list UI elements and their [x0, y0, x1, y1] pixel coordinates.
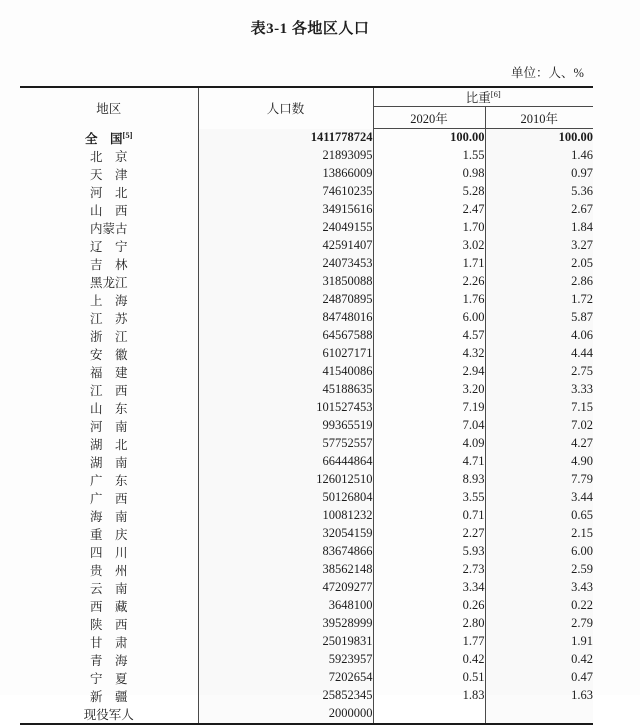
- share-2010-cell: [485, 705, 593, 724]
- region-cell: 山 东: [20, 399, 198, 417]
- region-cell: 新 疆: [20, 687, 198, 705]
- share-2010-cell: 3.43: [571, 580, 593, 594]
- share-2010-cell: 7.79: [571, 472, 593, 486]
- population-cell: 7202654: [198, 669, 373, 687]
- share-2010-cell: 3.44: [571, 490, 593, 504]
- share-2010-cell: 2.79: [571, 616, 593, 630]
- share-2020-cell: 6.00: [373, 309, 485, 327]
- population-cell: 24073453: [198, 255, 373, 273]
- region-cell: 吉 林: [20, 255, 198, 273]
- population-cell: 24870895: [198, 291, 373, 309]
- region-cell: 宁 夏: [20, 669, 198, 687]
- share-2020-cell: 100.00: [373, 129, 485, 147]
- share-2010-cell: 4.06: [571, 328, 593, 342]
- table-row: [20, 507, 593, 525]
- population-cell: 61027171: [198, 345, 373, 363]
- region-cell: 上 海: [20, 291, 198, 309]
- region-cell: 全 国[5]: [20, 129, 198, 147]
- region-cell: 天 津: [20, 165, 198, 183]
- population-cell: 126012510: [198, 471, 373, 489]
- population-cell: 10081232: [198, 507, 373, 525]
- region-cell: 现役军人: [20, 705, 198, 724]
- table-row: [20, 705, 593, 724]
- share-2010-cell: 1.63: [571, 688, 593, 702]
- share-2010-cell: 7.02: [571, 418, 593, 432]
- table-row: [20, 327, 593, 345]
- share-2010-cell: 0.47: [571, 670, 593, 684]
- share-2020-cell: 4.57: [373, 327, 485, 345]
- population-cell: 99365519: [198, 417, 373, 435]
- table-row: [20, 309, 593, 327]
- share-2010-cell: 4.90: [571, 454, 593, 468]
- table-row: [20, 165, 593, 183]
- region-cell: 广 东: [20, 471, 198, 489]
- population-cell: 24049155: [198, 219, 373, 237]
- table-row: [20, 579, 593, 597]
- share-2020-cell: 1.77: [373, 633, 485, 651]
- population-cell: 34915616: [198, 201, 373, 219]
- share-2020-cell: 1.83: [373, 687, 485, 705]
- table-row: [20, 129, 593, 147]
- table-row: [20, 669, 593, 687]
- share-2020-cell: 0.42: [373, 651, 485, 669]
- share-2010-cell: 1.46: [571, 148, 593, 162]
- share-2020-cell: 3.55: [373, 489, 485, 507]
- share-2020-cell: 0.51: [373, 669, 485, 687]
- table-title: 表3-1 各地区人口: [250, 21, 370, 37]
- table-row: [20, 687, 593, 705]
- share-2020-cell: 2.94: [373, 363, 485, 381]
- share-2010-cell: 0.42: [571, 652, 593, 666]
- table-row: [20, 561, 593, 579]
- region-cell: 重 庆: [20, 525, 198, 543]
- table-row: [20, 345, 593, 363]
- table-header: [20, 87, 593, 129]
- population-cell: 57752557: [198, 435, 373, 453]
- header-share-label: 比重: [465, 91, 491, 105]
- share-2010-cell: 6.00: [571, 544, 593, 558]
- share-2020-cell: 7.04: [373, 417, 485, 435]
- region-cell: 安 徽: [20, 345, 198, 363]
- table-row: [20, 615, 593, 633]
- region-cell: 河 南: [20, 417, 198, 435]
- region-cell: 北 京: [20, 147, 198, 165]
- region-cell: 青 海: [20, 651, 198, 669]
- population-cell: 25019831: [198, 633, 373, 651]
- share-2010-cell: 1.91: [571, 634, 593, 648]
- population-cell: 13866009: [198, 165, 373, 183]
- share-2020-cell: 2.47: [373, 201, 485, 219]
- share-2020-cell: 0.26: [373, 597, 485, 615]
- region-cell: 福 建: [20, 363, 198, 381]
- population-cell: 38562148: [198, 561, 373, 579]
- share-2010-cell: 2.75: [571, 364, 593, 378]
- header-year-2010: 2010年: [485, 107, 593, 129]
- region-cell: 黑龙江: [20, 273, 198, 291]
- region-cell: 湖 南: [20, 453, 198, 471]
- share-2010-cell: 5.36: [571, 184, 593, 198]
- share-2020-cell: 7.19: [373, 399, 485, 417]
- region-cell: 陕 西: [20, 615, 198, 633]
- share-2020-cell: 3.02: [373, 237, 485, 255]
- region-cell: 浙 江: [20, 327, 198, 345]
- population-cell: 39528999: [198, 615, 373, 633]
- table-row: [20, 435, 593, 453]
- share-2020-cell: 2.27: [373, 525, 485, 543]
- region-cell: 西 藏: [20, 597, 198, 615]
- region-cell: 江 西: [20, 381, 198, 399]
- population-cell: 31850088: [198, 273, 373, 291]
- share-2010-cell: 4.27: [571, 436, 593, 450]
- share-2020-cell: 0.71: [373, 507, 485, 525]
- table-row: [20, 273, 593, 291]
- header-share: [373, 87, 593, 107]
- share-2020-cell: 2.80: [373, 615, 485, 633]
- population-cell: 50126804: [198, 489, 373, 507]
- population-table: [20, 86, 593, 725]
- share-2010-cell: 3.27: [571, 238, 593, 252]
- region-cell: 辽 宁: [20, 237, 198, 255]
- share-2010-cell: 4.44: [571, 346, 593, 360]
- region-cell: 甘 肃: [20, 633, 198, 651]
- table-row: [20, 633, 593, 651]
- region-cell: 广 西: [20, 489, 198, 507]
- share-2020-cell: 1.55: [373, 147, 485, 165]
- region-cell: 云 南: [20, 579, 198, 597]
- table-row: [20, 651, 593, 669]
- region-cell: 海 南: [20, 507, 198, 525]
- header-population: 人口数: [198, 87, 373, 129]
- header-year-2020: 2020年: [373, 107, 485, 129]
- table-row: [20, 183, 593, 201]
- table-row: [20, 201, 593, 219]
- table-row: [20, 453, 593, 471]
- header-region: 地区: [20, 87, 198, 129]
- population-cell: 45188635: [198, 381, 373, 399]
- population-cell: 42591407: [198, 237, 373, 255]
- table-row: [20, 237, 593, 255]
- share-2020-cell: 8.93: [373, 471, 485, 489]
- share-2010-cell: 0.22: [571, 598, 593, 612]
- table-body: [20, 129, 593, 724]
- table-row: [20, 381, 593, 399]
- table-row: [20, 543, 593, 561]
- share-2010-cell: 1.84: [571, 220, 593, 234]
- share-2010-cell: 2.05: [571, 256, 593, 270]
- share-2020-cell: 4.32: [373, 345, 485, 363]
- table-row: [20, 471, 593, 489]
- header-row-top: [20, 87, 593, 107]
- share-2020-cell: 1.76: [373, 291, 485, 309]
- population-cell: 1411778724: [198, 129, 373, 147]
- population-cell: 41540086: [198, 363, 373, 381]
- region-cell: 内蒙古: [20, 219, 198, 237]
- population-cell: 3648100: [198, 597, 373, 615]
- share-2010-cell: 3.33: [571, 382, 593, 396]
- population-cell: 64567588: [198, 327, 373, 345]
- share-2010-cell: 100.00: [558, 130, 593, 145]
- population-cell: 101527453: [198, 399, 373, 417]
- table-row: [20, 255, 593, 273]
- population-cell: 5923957: [198, 651, 373, 669]
- share-2020-cell: 4.09: [373, 435, 485, 453]
- table-row: [20, 399, 593, 417]
- share-2010-cell: 7.15: [571, 400, 593, 414]
- share-2010-cell: 5.87: [571, 310, 593, 324]
- population-cell: 74610235: [198, 183, 373, 201]
- table-row: [20, 147, 593, 165]
- share-2020-cell: 5.28: [373, 183, 485, 201]
- share-2020-cell: 4.71: [373, 453, 485, 471]
- region-cell: 贵 州: [20, 561, 198, 579]
- share-2020-cell: 5.93: [373, 543, 485, 561]
- region-cell: 四 川: [20, 543, 198, 561]
- share-2010-cell: 0.65: [571, 508, 593, 522]
- population-cell: 25852345: [198, 687, 373, 705]
- share-2020-cell: 0.98: [373, 165, 485, 183]
- table-row: [20, 363, 593, 381]
- share-2020-cell: 1.71: [373, 255, 485, 273]
- region-cell: 河 北: [20, 183, 198, 201]
- population-cell: 84748016: [198, 309, 373, 327]
- table-row: [20, 525, 593, 543]
- share-2010-cell: 2.15: [571, 526, 593, 540]
- table-row: [20, 489, 593, 507]
- footnote-marker: [5]: [122, 129, 133, 140]
- population-cell: 66444864: [198, 453, 373, 471]
- share-2020-cell: 3.20: [373, 381, 485, 399]
- population-cell: 32054159: [198, 525, 373, 543]
- table-row: [20, 417, 593, 435]
- population-cell: 2000000: [198, 705, 373, 724]
- unit-note: 单位：人、%: [511, 66, 584, 80]
- share-2020-cell: 3.34: [373, 579, 485, 597]
- share-2010-cell: 2.67: [571, 202, 593, 216]
- share-2010-cell: 2.86: [571, 274, 593, 288]
- share-2020-cell: 2.73: [373, 561, 485, 579]
- region-cell: 山 西: [20, 201, 198, 219]
- share-2020-cell: [373, 705, 485, 724]
- table-row: [20, 291, 593, 309]
- region-cell: 湖 北: [20, 435, 198, 453]
- share-2020-cell: 1.70: [373, 219, 485, 237]
- share-2020-cell: 2.26: [373, 273, 485, 291]
- share-2010-cell: 0.97: [571, 166, 593, 180]
- table-row: [20, 597, 593, 615]
- population-cell: 21893095: [198, 147, 373, 165]
- share-2010-cell: 2.59: [571, 562, 593, 576]
- footnote-marker-share: [6]: [490, 88, 501, 99]
- share-2010-cell: 1.72: [571, 292, 593, 306]
- table-row: [20, 219, 593, 237]
- region-cell: 江 苏: [20, 309, 198, 327]
- population-cell: 47209277: [198, 579, 373, 597]
- population-cell: 83674866: [198, 543, 373, 561]
